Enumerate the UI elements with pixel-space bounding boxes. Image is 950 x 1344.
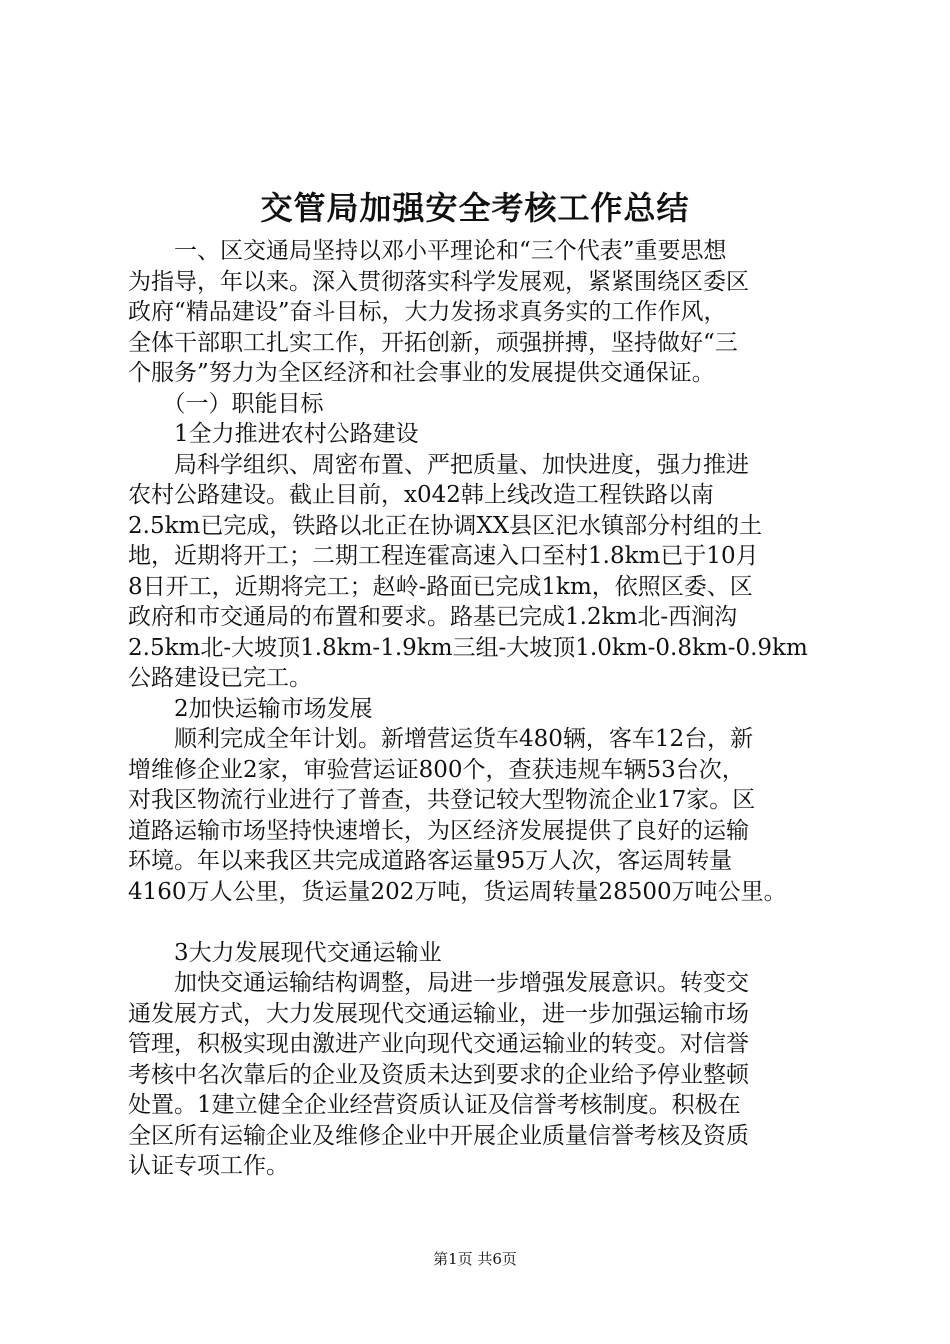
section-heading: （一）职能目标 xyxy=(128,390,324,417)
body-line: 地，近期将开工；二期工程连霍高速入口至村1.8km已于10月 xyxy=(128,543,759,569)
body-line: 加快交通运输结构调整，局进一步增强发展意识。转变交 xyxy=(128,970,749,996)
document-body xyxy=(128,236,828,1182)
body-line: 对我区物流行业进行了普查，共登记较大型物流企业17家。区 xyxy=(128,787,756,813)
body-line: 公路建设已完工。 xyxy=(128,665,312,691)
body-line: 环境。年以来我区共完成道路客运量95万人次，客运周转量 xyxy=(128,848,733,874)
body-line: 农村公路建设。截止目前，x042韩上线改造工程铁路以南 xyxy=(128,482,714,508)
body-line: 局科学组织、周密布置、严把质量、加快进度，强力推进 xyxy=(128,451,749,478)
body-line: 一、区交通局坚持以邓小平理论和“三个代表”重要思想 xyxy=(128,238,727,264)
body-line: 道路运输市场坚持快速增长，为区经济发展提供了良好的运输 xyxy=(128,817,749,844)
body-line: 考核中名次靠后的企业及资质未达到要求的企业给予停业整顿 xyxy=(128,1061,749,1088)
body-line: 4160万人公里，货运量202万吨，货运周转量28500万吨公里。 xyxy=(128,878,787,905)
body-line: 为指导，年以来。深入贯彻落实科学发展观，紧紧围绕区委区 xyxy=(128,268,749,295)
page-number-footer: 第1页 共6页 xyxy=(433,1250,517,1268)
subsection-heading: 2加快运输市场发展 xyxy=(128,695,373,722)
subsection-heading: 3大力发展现代交通运输业 xyxy=(128,939,442,966)
body-line: 2.5km北-大坡顶1.8km-1.9km三组-大坡顶1.0km-0.8km-0.9km xyxy=(128,634,808,661)
body-line: 顺利完成全年计划。新增营运货车480辆，客车12台，新 xyxy=(128,726,754,752)
body-line: 处置。1建立健全企业经营资质认证及信誉考核制度。积极在 xyxy=(128,1092,741,1118)
body-line: 政府“精品建设”奋斗目标，大力发扬求真务实的工作作风， xyxy=(128,299,727,325)
subsection-heading: 1全力推进农村公路建设 xyxy=(128,421,419,447)
body-line: 全区所有运输企业及维修企业中开展企业质量信誉考核及资质 xyxy=(128,1122,749,1149)
body-line: 认证专项工作。 xyxy=(128,1153,289,1179)
blank-line xyxy=(128,907,828,938)
body-line: 8日开工，近期将完工；赵岭-路面已完成1km，依照区委、区 xyxy=(128,573,753,600)
body-line: 通发展方式，大力发展现代交通运输业，进一步加强运输市场 xyxy=(128,1000,749,1027)
body-line: 管理，积极实现由激进产业向现代交通运输业的转变。对信誉 xyxy=(128,1031,749,1057)
body-line: 全体干部职工扎实工作，开拓创新，顽强拼搏，坚持做好“三 xyxy=(128,329,738,356)
body-line: 增维修企业2家，审验营运证800个，查获违规车辆53台次， xyxy=(128,756,745,783)
document-title: 交管局加强安全考核工作总结 xyxy=(260,189,690,227)
body-line: 2.5km已完成，铁路以北正在协调XX县区汜水镇部分村组的土 xyxy=(128,512,763,539)
body-line: 个服务”努力为全区经济和社会事业的发展提供交通保证。 xyxy=(128,360,715,386)
body-line: 政府和市交通局的布置和要求。路基已完成1.2km北-西涧沟 xyxy=(128,604,738,630)
